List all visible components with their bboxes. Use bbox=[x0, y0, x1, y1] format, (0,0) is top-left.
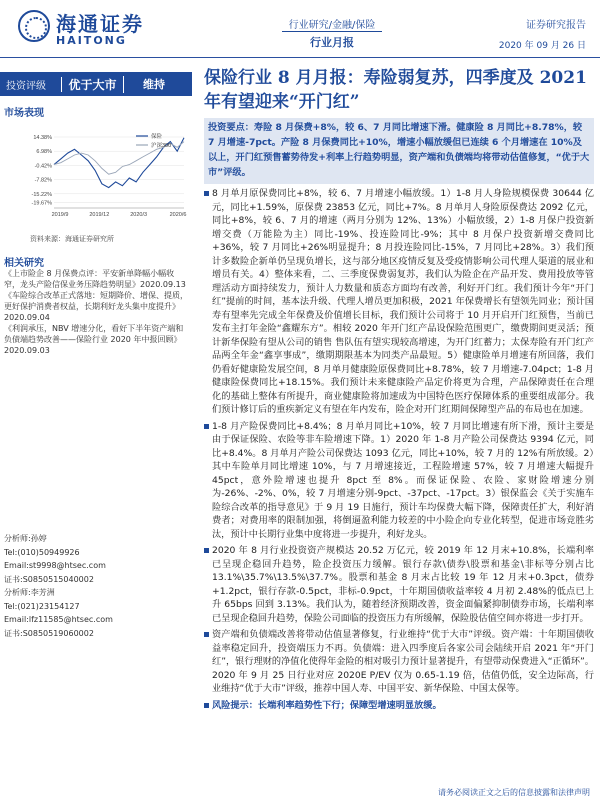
report-date: 2020 年 09 月 26 日 bbox=[498, 41, 586, 51]
x-tick-label: 2019/12 bbox=[89, 212, 110, 218]
legend-label: 沪深300 bbox=[151, 143, 172, 149]
x-tick-label: 2020/6 bbox=[169, 212, 187, 218]
report-type: 行业月报 bbox=[310, 36, 354, 49]
paragraph-valuation: 资产端和负债端改善将带动估值显著修复，行业维持“优于大市”评级。资产端：十年期国债收益率稳定回升，投资端压力不再。负债端：进入四季度后各家公司会陆续开启 2021 年“开门红”，银行理财的净值化使得年金险的相对吸引力预计显著提升，有望带动保费进入“正循环”。2020 年 9 月 25 日行业对应 2020E P/EV 仅为 0.65-1.19 倍，估值仍低，安全边际高，行业维持“优于大市”评级，推荐中国人寿、中国平安、新华保险、中国太保等。 bbox=[204, 628, 594, 696]
y-tick-label: -19.67% bbox=[31, 200, 52, 207]
rating-value: 优于大市 bbox=[62, 76, 124, 93]
analyst-line: 证书:S0850519060002 bbox=[4, 628, 94, 638]
header-divider bbox=[282, 31, 382, 32]
y-tick-label: -15.22% bbox=[31, 191, 52, 198]
related-research-list bbox=[0, 268, 192, 356]
report-category: 行业研究/金融/保险 bbox=[288, 20, 376, 31]
market-performance-section bbox=[0, 104, 192, 119]
related-research-item[interactable]: 《车险综合改革正式落地：短期降价、增保、提质，更好保护消费者权益，长期利好龙头集中度提升》2020.09.04 bbox=[4, 291, 188, 322]
analyst-info bbox=[0, 532, 192, 640]
analyst-line: 分析师:李芳洲 bbox=[4, 588, 55, 597]
related-research-item[interactable]: 《利润承压，NBV 增速分化，看好下半年资产端和负债端趋势改善——保险行业 2020 年中报回顾》2020.09.03 bbox=[4, 324, 184, 355]
y-tick-label: -0.42% bbox=[34, 163, 52, 170]
haitong-logo-icon bbox=[18, 10, 50, 42]
logo-chinese-name: 海通证券 bbox=[56, 12, 144, 36]
x-tick-label: 2020/3 bbox=[130, 212, 148, 218]
rating-label: 投资评级 bbox=[0, 77, 62, 92]
analyst-line: 证书:S0850515040002 bbox=[4, 574, 94, 584]
paragraph-property-insurance: 1-8 月产险保费同比+8.4%；8 月单月同比+10%，较 7 月同比增速有所下滑，预计主要是由于保证保险、农险等非车险增速下降。1）2020 年 1-8 月产险公司保费达 9394 亿元，同比+8.4%。8 月单月产险公司保费达 1093 亿元，同比+10%，较 7 月的 12%有所放缓。2）其中车险单月同比增速 10%，与 7 月增速接近，工程险增速 57%，较 7 月增速大幅提升 45pct，意外险增速也提升 8pct 至 8%。而保证保险、农险、家财险增速分别为-26%、-2%、0%，较 7 月增速分别-9pct、-37pct、-17pct。3）银保监会《关于实施车险综合改革的指导意见》于 9 月 19 日施行，预计车均保费大幅下降，保障责任扩大，利好消费者；对费用率的限制加强，将倒逼盈利能力较差的中小险企向专业化转型，促进市场竞胜劣汰，预计中长期行业集中度将进一步提升，利好龙头。 bbox=[204, 420, 594, 542]
paragraph-life-insurance: 8 月单月原保费同比+8%，较 6、7 月增速小幅放缓。1）1-8 月人身险规模保费 30644 亿元，同比+1.59%，原保费 23853 亿元，同比+7%。8 月单月人身险原保费达 2092 亿元，同比+8%，较 6、7 月的增速（两月分别为 12%、13%）小幅放缓，2）1-8 月保户投资新增交费（万能险为主）同比-19%、投连险同比-9%；其中 8 月保户投资新增交费同比+36%，较 7 月同比+26%明显提升；8 月投连险同比-15%，7 月同比+28%。3）我们预计多数险企新单仍呈现负增长，这与部分地区疫情反复及受疫情影响公司代理人渠道的展业和增员有关。4）整体来看，二、三季度保费弱复苏，我们认为险企在产品开发、费用投放等管理活动方面持续发力，预计人力数量和质态方面均有改善，利好开门红。我们预计今年“开门红”提前的时间，基本法升级、代理人增员更加积极，2021 年保费增长有望领先同业；预计国寿有望率先完成全年保费及价值增长目标，我们预计公司将于 10 月开启开门红预售，当前已发布主打年金险“鑫耀东方”。相较 2020 年开门红产品设保险范围更广，缴费期间更灵活；预计新华保险有望从公司的销售 售队伍有望实现较高增速，为开门红蓄力；太保寿险有开门红产品两全年金“鑫享事成”，缴期期限基本为同类产品最短。5）健康险单月增速有所回落，我们仍看好健康险发展空间，8 月单月健康险原保费同比+8.78%，较 7 月增速-7.04pct；1-8 月健康险保费同比+18.15%。我们预计未来健康险产品定价将更为合理，产品保障责任在合理化的基础上整体有所提升，商业健康险将加速成为中国特色医疗保障体系的重要组成部分。我们预计修订后的重疾新定义有望在年内发布，险企对开门红期间保障型产品的布局也在加速。 bbox=[204, 187, 594, 417]
report-kind: 证券研究报告 bbox=[526, 20, 586, 31]
analyst-line: Tel:(021)23154127 bbox=[4, 601, 80, 611]
haitong-logo bbox=[18, 6, 144, 52]
rating-status: 维持 bbox=[143, 78, 165, 91]
logo-english-name: HAITONG bbox=[56, 34, 127, 47]
disclaimer-footer: 请务必阅读正文之后的信息披露和法律声明 bbox=[438, 788, 590, 797]
related-research-header bbox=[0, 254, 192, 269]
x-tick-label: 2019/9 bbox=[51, 212, 69, 218]
analyst-line: 分析师:孙婷 bbox=[4, 534, 47, 543]
y-tick-label: -7.82% bbox=[34, 177, 52, 184]
market-performance-heading: 市场表现 bbox=[4, 108, 44, 119]
market-performance-chart bbox=[24, 126, 192, 222]
y-tick-label: 6.98% bbox=[36, 149, 52, 156]
paragraph-risk: 风险提示：长端利率趋势性下行；保障型增速明显放缓。 bbox=[204, 699, 594, 713]
report-title: 保险行业 8 月月报：寿险弱复苏，四季度及 2021 年有望迎来“开门红” bbox=[204, 68, 587, 112]
analyst-email[interactable]: Email:lfz11585@htsec.com bbox=[4, 615, 113, 624]
report-body bbox=[204, 118, 594, 712]
analyst-email[interactable]: Email:st9998@htsec.com bbox=[4, 561, 106, 570]
paragraph-investment-assets: 2020 年 8 月行业投资资产规模达 20.52 万亿元，较 2019 年 12 月末+10.8%，长端利率已呈现企稳回升趋势，险企投资压力缓解。银行存款\债券\股票和基金\非标等分别占比 13.1%\35.7%\13.5%\37.7%。股票和基金 8 月末占比较 19 年 12 月末+0.3pct，债券+1.2pct，银行存款-0.5pct，非标-0.9pct，十年期国债收益率较 4 月初 2.48%的低点已上升 65bps 回到 3.13%。我们认为，随着经济预期改善，资金面偏紧抑制债券市场，长端利率已呈现企稳回升趋势，保险公司面临的投资压力有所缓解，保险股估值空间亦将进一步打开。 bbox=[204, 544, 594, 625]
legend-label: 保险 bbox=[151, 134, 163, 140]
investment-rating-bar bbox=[0, 72, 192, 96]
analyst-line: Tel:(010)50949926 bbox=[4, 547, 80, 557]
y-tick-label: 14.38% bbox=[33, 135, 52, 142]
investment-summary: 投资要点：寿险 8 月保费+8%，较 6、7 月同比增速下滑。健康险 8 月同比+8.78%，较 7 月增速-7pct。产险 8 月保费同比+10%，增速小幅放缓但已连续 6 个月增速在 10%及以上，开门红预售蓄势待发+利率上行趋势明显，资产端和负债端均将带动估值修复，“优于大市”评级。 bbox=[204, 118, 594, 184]
report-header bbox=[0, 0, 600, 58]
related-research-heading: 相关研究 bbox=[4, 258, 44, 269]
chart-source: 资料来源：海通证券研究所 bbox=[30, 235, 114, 243]
related-research-item[interactable]: 《上市险企 8 月保费点评：平安新单降幅小幅收窄，龙头产险信保业务压降趋势明显》2020.09.13 bbox=[4, 269, 186, 289]
